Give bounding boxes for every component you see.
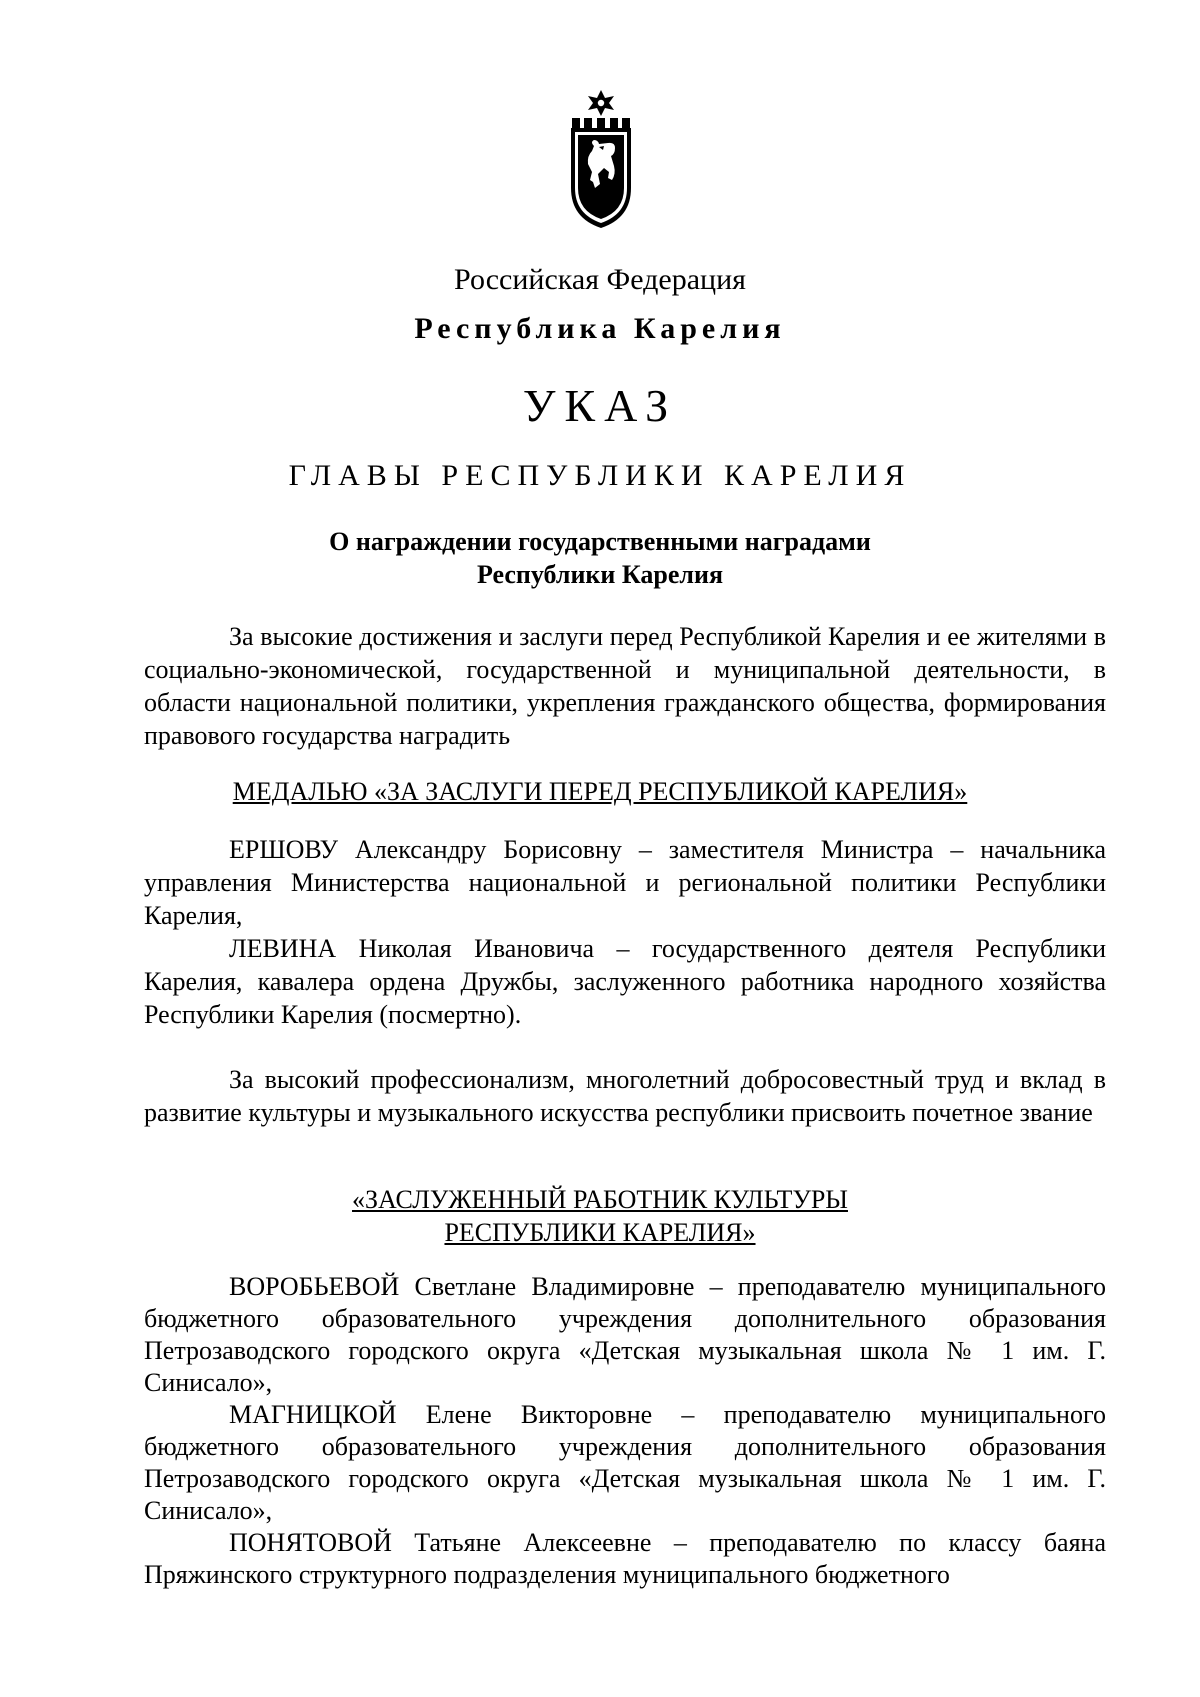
honorary-title-line-2: РЕСПУБЛИКИ КАРЕЛИЯ»	[444, 1218, 756, 1247]
awardee-paragraph-3: ВОРОБЬЕВОЙ Светлане Владимировне – преподавателю муниципального бюджетного образовательного учреждения дополнительного образования Петрозаводского городского округа «Детская музыкальная школа № 1 им. Г. Синисало»,	[144, 1272, 1106, 1397]
subject-line-2: Республики Карелия	[476, 560, 724, 589]
issuer-title: ГЛАВЫ РЕСПУБЛИКИ КАРЕЛИЯ	[288, 459, 912, 492]
awardee-paragraph-1: ЕРШОВУ Александру Борисовну – заместителя Министра – начальника управления Министерства национальной и региональной политики Республики Карелия,	[144, 835, 1106, 930]
honorary-title	[0, 1183, 1200, 1249]
awardee-paragraph-4: МАГНИЦКОЙ Елене Викторовне – преподавателю муниципального бюджетного образовательного учреждения дополнительного образования Петрозаводского городского округа «Детская музыкальная школа № 1 им. Г. Синисало»,	[144, 1400, 1106, 1525]
republic-title: Республика Карелия	[414, 312, 786, 345]
country-title: Российская Федерация	[454, 263, 746, 296]
intro-paragraph-1: За высокие достижения и заслуги перед Республикой Карелия и ее жителями в социально-экономической, государственной и муниципальной деятельности, в области национальной политики, укрепления гражданского общества, формирования правового государства наградить	[144, 622, 1106, 750]
subject-line-1: О награждении государственными наградами	[329, 527, 871, 556]
decree-subject	[0, 525, 1200, 591]
award-medal-title: МЕДАЛЬЮ «ЗА ЗАСЛУГИ ПЕРЕД РЕСПУБЛИКОЙ КАРЕЛИЯ»	[232, 777, 968, 806]
decree-title: УКАЗ	[522, 380, 678, 431]
awardee-paragraph-5: ПОНЯТОВОЙ Татьяне Алексеевне – преподавателю по классу баяна Пряжинского структурного подразделения муниципального бюджетного	[144, 1528, 1106, 1589]
honorary-title-line-1: «ЗАСЛУЖЕННЫЙ РАБОТНИК КУЛЬТУРЫ	[352, 1185, 848, 1214]
intro-paragraph-2: За высокий профессионализм, многолетний добросовестный труд и вклад в развитие культуры и музыкального искусства республики присвоить почетное звание	[144, 1065, 1106, 1127]
karelia-coat-of-arms-icon	[568, 88, 634, 230]
awardee-paragraph-2: ЛЕВИНА Николая Ивановича – государственного деятеля Республики Карелия, кавалера ордена Дружбы, заслуженного работника народного хозяйства Республики Карелия (посмертно).	[144, 934, 1106, 1029]
